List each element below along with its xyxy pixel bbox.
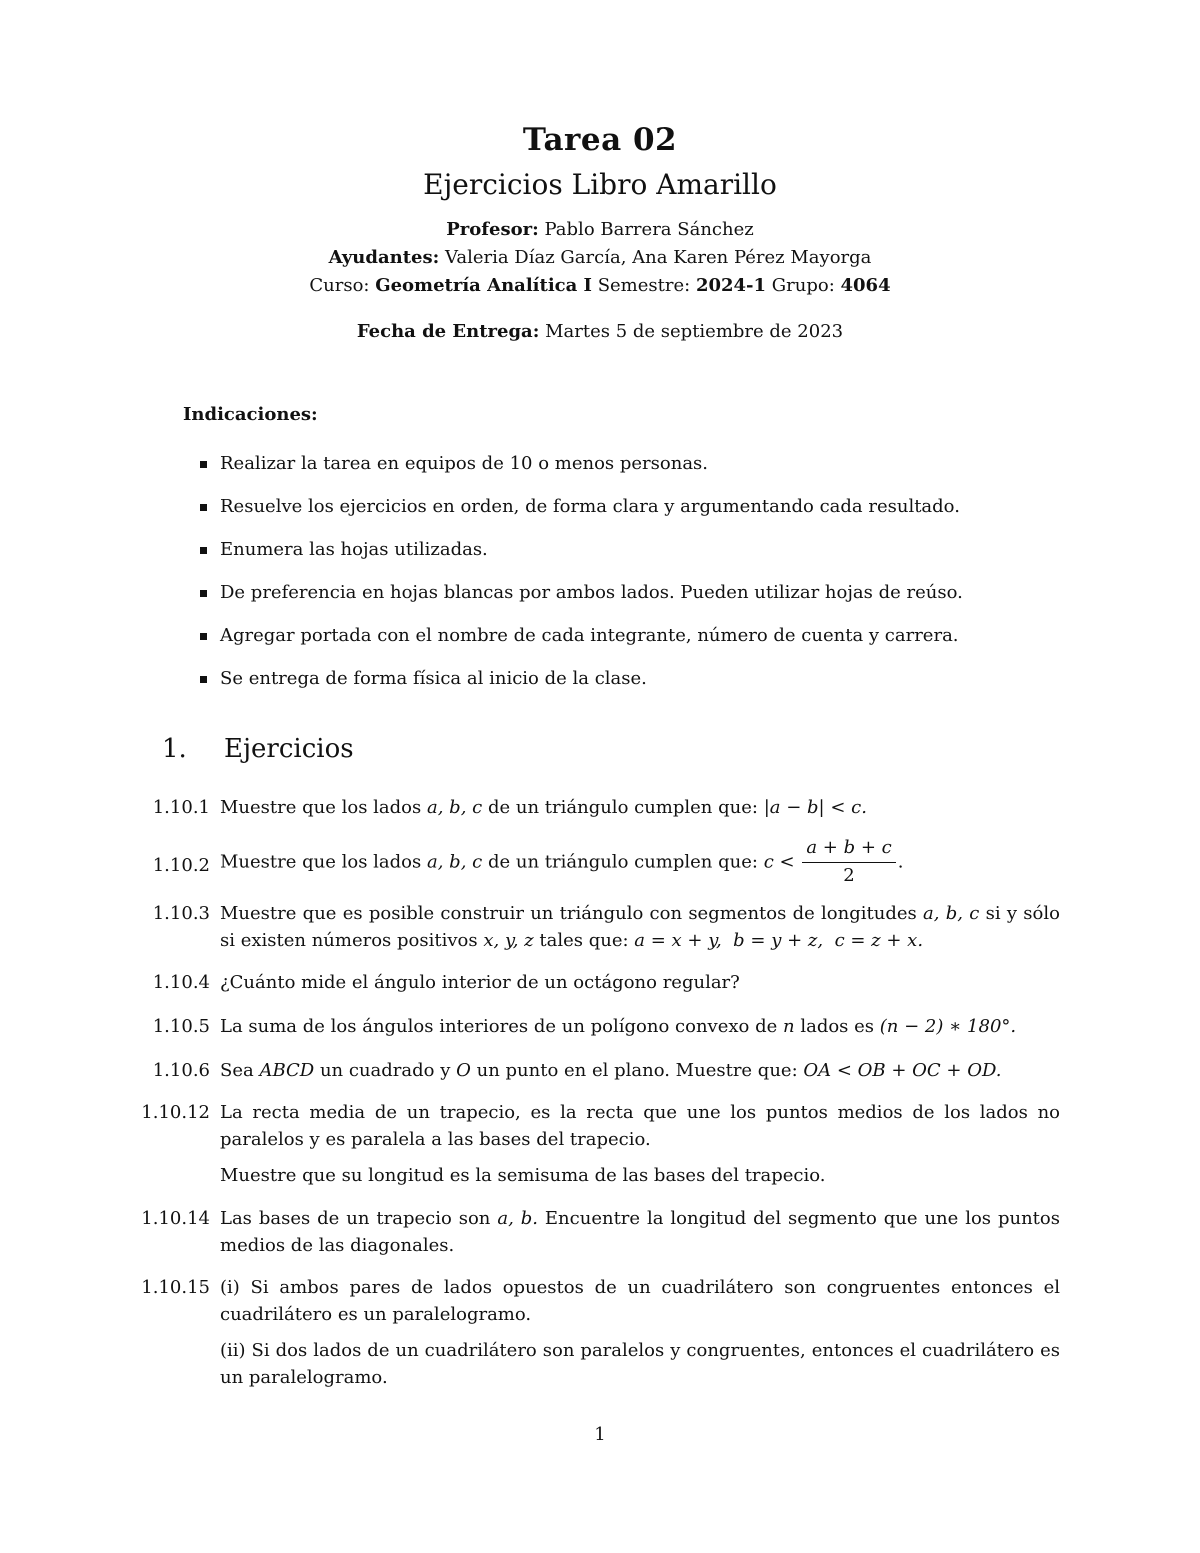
curso-label: Curso: (309, 275, 370, 296)
document-title: Tarea 02 (522, 122, 678, 158)
math-formula: |a − b| < c. (763, 797, 867, 818)
math-vars: a, b. (497, 1208, 538, 1229)
math-formula: OA < OB + OC + OD. (803, 1060, 1002, 1081)
bullet-square-icon (200, 504, 207, 511)
bullet-square-icon (200, 547, 207, 554)
list-item: Agregar portada con el nombre de cada integrante, número de cuenta y carrera. (198, 624, 1078, 667)
ayudantes-label: Ayudantes: (328, 247, 440, 268)
bullet-square-icon (200, 461, 207, 468)
math-vars: a, b, c (427, 851, 483, 873)
page-number: 1 (594, 1424, 606, 1445)
math-var: n (783, 1016, 795, 1037)
bullet-square-icon (200, 590, 207, 597)
bullet-square-icon (200, 633, 207, 640)
bullet-square-icon (200, 676, 207, 683)
math-var: ABCD (259, 1060, 315, 1081)
fecha-label: Fecha de Entrega: (356, 321, 540, 342)
ayudantes-names: Valeria Díaz García, Ana Karen Pérez Mayorga (445, 247, 872, 268)
exercise-number: 1.10.5 (152, 1016, 210, 1037)
math-var: O (456, 1060, 471, 1081)
math-formula: a = x + y, b = y + z, c = z + x. (634, 930, 924, 951)
list-item: Se entrega de forma física al inicio de la clase. (198, 667, 1078, 710)
section-title: Ejercicios (224, 734, 354, 764)
exercise-number: 1.10.12 (141, 1102, 210, 1123)
math-fraction (802, 836, 895, 889)
profesor-name: Pablo Barrera Sánchez (544, 219, 754, 240)
curso-line (0, 272, 1200, 300)
fecha-line (0, 318, 1200, 346)
math-formula: (n − 2) ∗ 180°. (879, 1016, 1017, 1037)
exercise-number: 1.10.14 (141, 1208, 210, 1229)
profesor-line (0, 216, 1200, 244)
list-item: Enumera las hojas utilizadas. (198, 538, 1078, 581)
semestre-value: 2024-1 (695, 275, 767, 296)
fraction-numerator: a + b + c (802, 836, 895, 863)
exercise-number: 1.10.2 (152, 855, 210, 876)
section-number: 1. (162, 734, 187, 764)
math-lhs: c < (763, 851, 795, 873)
document-subtitle: Ejercicios Libro Amarillo (423, 168, 777, 201)
grupo-value: 4064 (840, 275, 891, 296)
indicaciones-title: Indicaciones: (183, 404, 318, 425)
ayudantes-line (0, 244, 1200, 272)
exercise-number: 1.10.3 (152, 903, 210, 924)
list-item: Realizar la tarea en equipos de 10 o menos personas. (198, 452, 1078, 495)
profesor-label: Profesor: (446, 219, 539, 240)
list-item: De preferencia en hojas blancas por ambos lados. Pueden utilizar hojas de reúso. (198, 581, 1078, 624)
fecha-value: Martes 5 de septiembre de 2023 (545, 321, 844, 342)
grupo-label: Grupo: (771, 275, 835, 296)
curso-value: Geometría Analítica I (375, 275, 592, 296)
exercise-number: 1.10.6 (152, 1060, 210, 1081)
exercise-number: 1.10.15 (141, 1277, 210, 1298)
math-vars: x, y, z (483, 930, 534, 951)
math-vars: a, b, c (427, 797, 483, 818)
semestre-label: Semestre: (597, 275, 691, 296)
document-page: Tarea 02 Ejercicios Libro Amarillo Profesor: Pablo Barrera Sánchez Ayudantes: Valeria Díaz García, Ana Karen Pérez Mayorga Curso: Geometría Analítica I Semestre: 2024-1 Grupo: 4064 Fecha de Entrega: Martes 5 de septiembre de 2023 Indicaciones: Realizar la tarea en equipos de 10 o menos personas. Resuelve los ejercicios en orden, de forma clara y argumentando cada resultado. Enumera las hojas utilizadas. De preferencia en hojas blancas por ambos lados. Pueden utilizar hojas de reúso. Agregar portada con el nombre de cada integrante, número de cuenta y carrera. Se entrega de forma física al inicio de la clase. 1. Ejercicios 1.10.1 Muestre que los lados a, b, c de un triángulo cumplen que: |a − b| < c. 1.10.2 Muestre que los lados a, b, c de un triángulo cumplen que: c < $\frac{a + b + c}{2}$ . 1.10.3 Muestre que es posible construir un triángulo con segmentos de longitudes a, b, c si y sólo si existen números positivos x, y, z tales que: a = x + y, b = y + z, c = z + x. 1.10.4 ¿Cuánto mide el ángulo interior de un octágono regular? 1.10.5 La suma de los ángulos interiores de un polígono convexo de n lados es (n − 2) ∗ 180°. 1.10.6 Sea ABCD un cuadrado y O un punto en el plano. Muestre que: OA < OB + OC + OD. 1.10.12 La recta media de un trapecio, es la recta que une los puntos medios de los lados no paralelos y es paralela a las bases del trapecio. Muestre que su longitud es la semisuma de las bases del trapecio. 1.10.14 Las bases de un trapecio son a, b. Encuentre la longitud del segmento que une los puntos medios de las diagonales. 1.10.15 (i) Si ambos pares de lados opuestos de un cuadrilátero son congruentes entonces el cuadrilátero es un paralelogramo. (ii) Si dos lados de un cuadrilátero son paralelos y congruentes, entonces el cuadrilátero es un paralelogramo. 1 (0, 0, 1200, 1553)
fraction-denominator: 2 (843, 865, 855, 886)
math-vars: a, b, c (923, 903, 980, 924)
indicaciones-list (198, 452, 1078, 710)
exercise-number: 1.10.1 (152, 797, 210, 818)
exercise-number: 1.10.4 (152, 972, 210, 993)
list-item: Resuelve los ejercicios en orden, de forma clara y argumentando cada resultado. (198, 495, 1078, 538)
